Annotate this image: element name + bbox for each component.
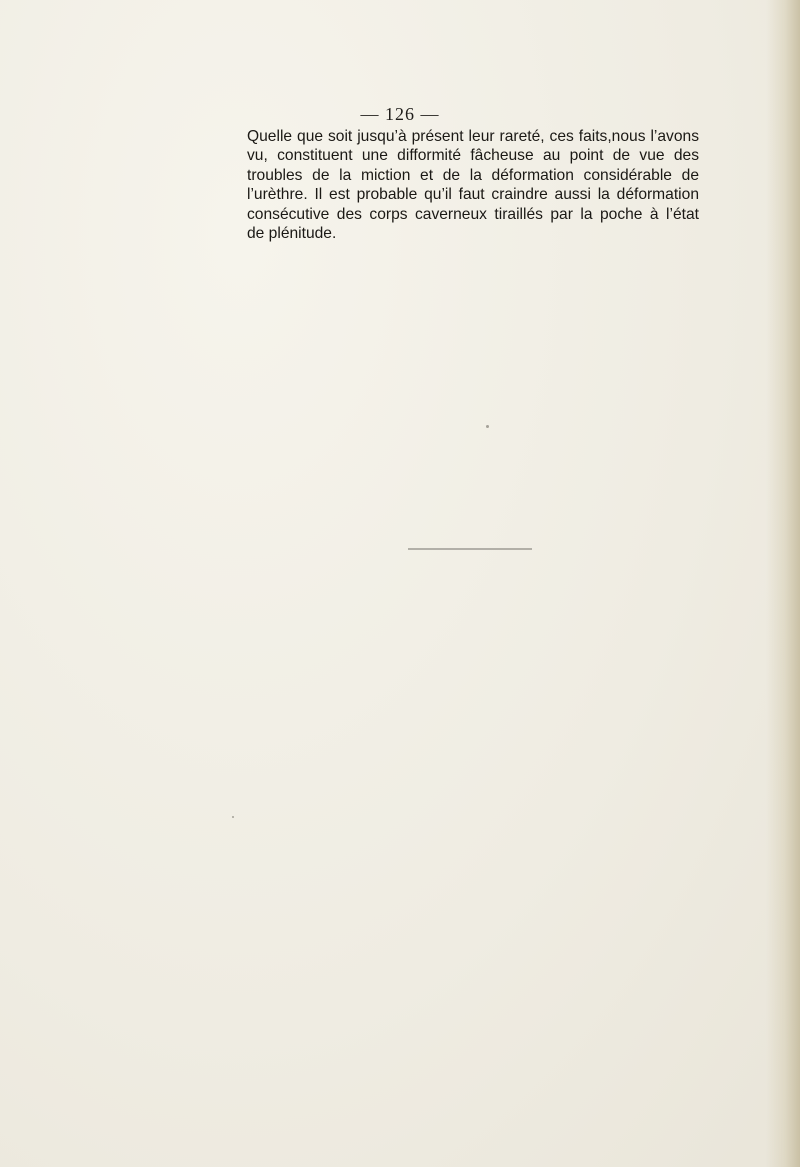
page-number: — 126 — [360,104,440,124]
reverse-side-rule [408,548,532,550]
page-edge-shadow [766,0,800,1167]
text-line: troubles de la miction et de la déformation considérable de [247,166,699,184]
text-line: Quelle que soit jusqu’à présent leur rareté, ces faits,nous l’avons [247,128,699,145]
text-line: vu, constituent une difformité fâcheuse au point de vue des [247,147,699,165]
paper-speck [232,816,234,818]
text-line: l’urèthre. Il est probable qu’il faut craindre aussi la déformation [247,186,699,204]
reverse-side-show-through [238,230,708,830]
paper-speck [486,425,489,428]
body-paragraph [247,127,699,243]
text-line: consécutive des corps caverneux tiraillés par la poche à l’état [247,205,699,223]
text-line: de plénitude. [247,224,337,242]
